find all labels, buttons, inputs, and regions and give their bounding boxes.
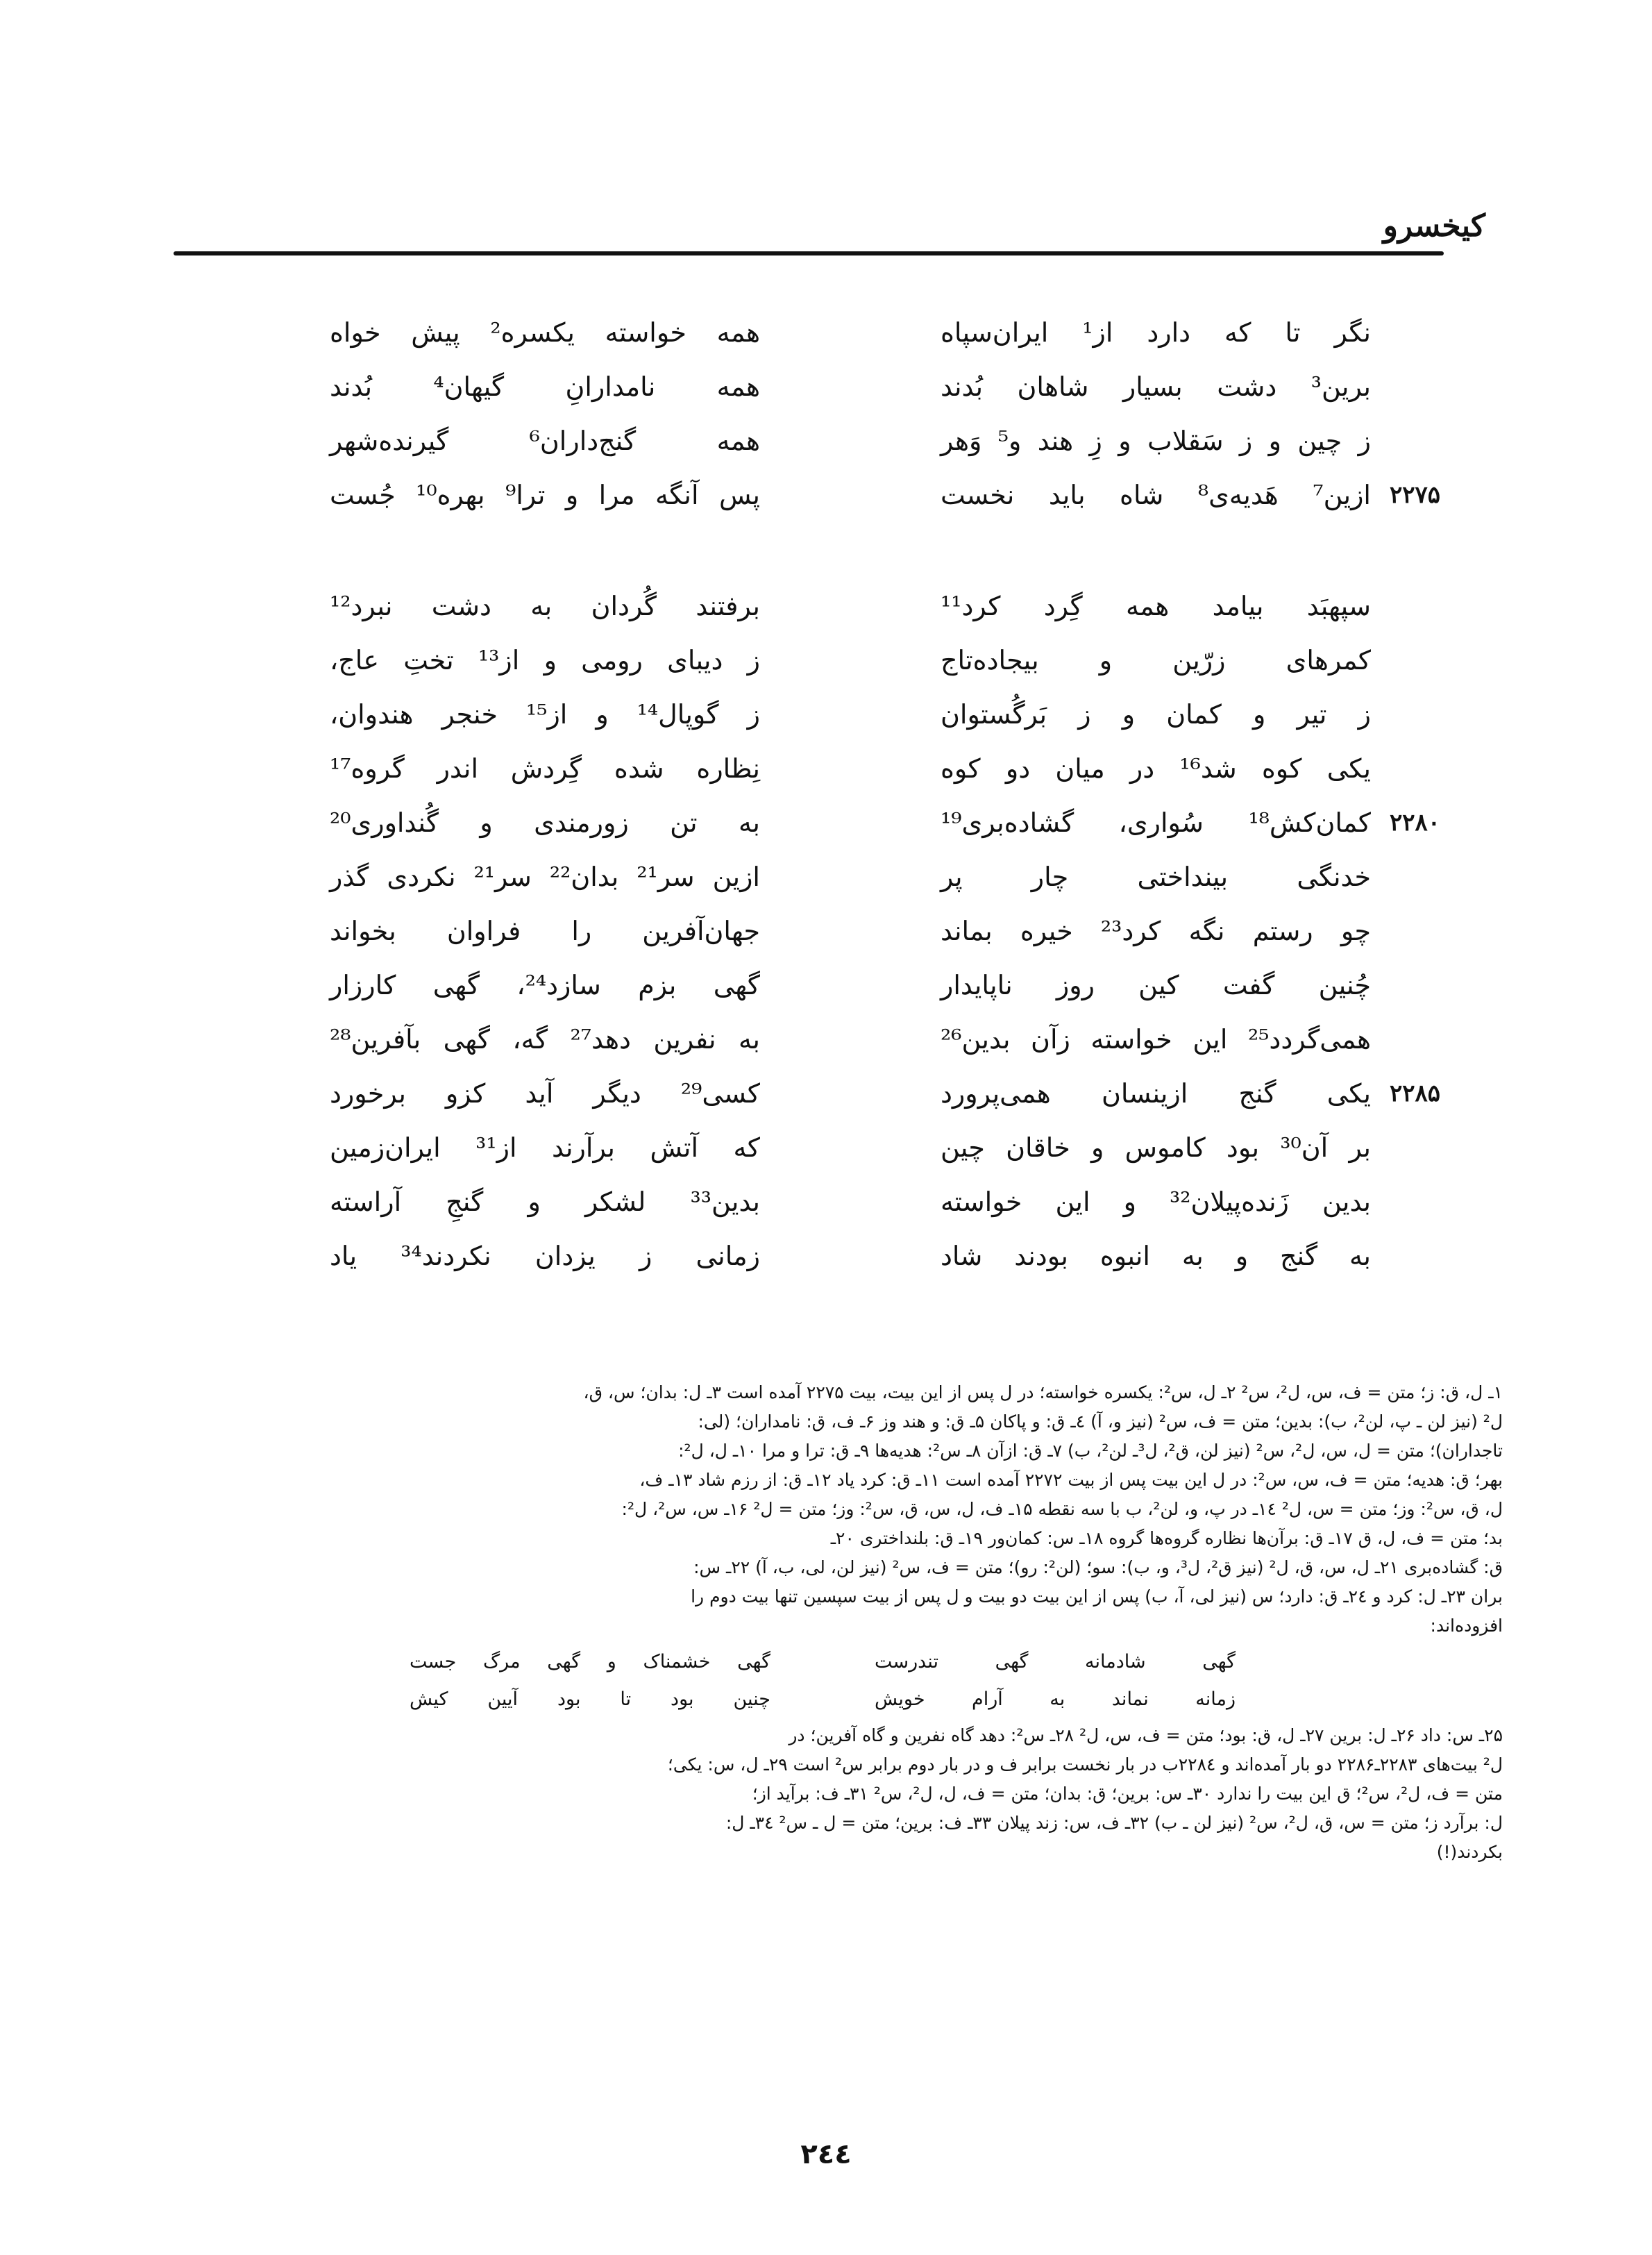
hemistich-first: چُنین گفت کین روز ناپایدار: [941, 970, 1371, 1000]
hemistich-first: کمان‌کش¹⁸ سُواری، گشاده‌بری¹⁹: [941, 807, 1371, 838]
verse-number: ۲۲۸۵: [1389, 1080, 1440, 1107]
verse-group-2: [0, 579, 1652, 1283]
hemistich-first: خدنگی بینداختی چار پر: [941, 862, 1371, 892]
hemistich-first: همی‌گردد²⁵ این خواسته زآن بدین²⁶: [941, 1024, 1371, 1055]
running-title: کیخسرو: [1383, 208, 1485, 244]
hemistich-second: همه گنج‌داران⁶ گیرنده‌شهر: [330, 426, 760, 456]
footnote-line: بهر؛ ق: هدیه؛ متن = ف، س، س²: در ل این بیت پس از بیت ۲۲۷۲ آمده است ۱۱ـ ق: کرد یاد ۱۲ـ ق: از رزم شاد ۱۳ـ ف،: [639, 1470, 1503, 1490]
footnote-line: بکردند(!): [1436, 1842, 1503, 1862]
hemistich-first: ز تیر و کمان و ز بَرگُستوان: [941, 699, 1371, 730]
hemistich-second: که آتش برآرند از³¹ ایران‌زمین: [330, 1132, 760, 1163]
hemistich-second: ز دیبای رومی و از¹³ تختِ عاج،: [330, 645, 760, 676]
footnotes: [142, 1378, 1503, 1867]
hemistich-first: برین³ دشت بسیار شاهان بُدند: [941, 371, 1371, 402]
page-number: ۲٤٤: [800, 2138, 852, 2170]
hemistich-second: برفتند گُردان به دشت نبرد¹²: [330, 591, 760, 621]
hemistich-second: به نفرین دهد²⁷ گه، گهی بآفرین²⁸: [330, 1024, 760, 1055]
added-hemistich-first: زمانه نماند به آرام خویش: [875, 1688, 1236, 1710]
footnote-line: ل، ق، س²: وز؛ متن = س، ل² ۱٤ـ در پ، و، لن²، ب با سه نقطه ۱۵ـ ف، ل، س، ق، س²: وز؛ متن = ل² ۱۶ـ س، س²، ل²:: [621, 1499, 1503, 1519]
added-verse: [142, 1646, 1503, 1678]
hemistich-first: نگر تا که دارد از¹ ایران‌سپاه: [941, 317, 1372, 348]
hemistich-second: پس آنگه مرا و ترا⁹ بهره¹⁰ جُست: [330, 480, 760, 510]
footnote-line: ل² (نیز لن ـ پ، لن²، ب): بدین؛ متن = ف، س² (نیز و، آ) ٤ـ ق: و پاکان ۵ـ ق: و هند وز ۶ـ ف، ق: نامداران؛ (لی:: [698, 1411, 1503, 1432]
hemistich-first: بر آن³⁰ بود کاموس و خاقان چین: [941, 1132, 1371, 1163]
footnote-line: متن = ف، ل²، س²؛ ق این بیت را ندارد ۳۰ـ س: برین؛ ق: بدان؛ متن = ف، ل، ل²، س² ۳۱ـ ف: برآید از؛: [752, 1784, 1503, 1804]
verse-line: [0, 958, 1652, 1012]
added-verse: [142, 1684, 1503, 1716]
verse-line: [0, 1012, 1652, 1066]
added-hemistich-second: چنین بود تا بود آیین کیش: [410, 1688, 770, 1710]
verse-line: [0, 360, 1652, 414]
footnote-line: ل: برآرد ز؛ متن = س، ق، ل²، س² (نیز لن ـ ب) ۳۲ـ ف، س: زند پیلان ۳۳ـ ف: برین؛ متن = ل ـ س² ۳٤ـ ل:: [725, 1813, 1503, 1833]
poem-verses: [0, 305, 1652, 1283]
verse-line: [0, 741, 1652, 796]
footnote-line: تاجداران)؛ متن = ل، س، ل²، س² (نیز لن، ق²، ل³ـ لن²، ب) ۷ـ ق: ازآن ۸ـ س²: هدیه‌ها ۹ـ ق: ترا و مرا ۱۰ـ ل، ل²:: [678, 1441, 1503, 1461]
footnote-line: ۱ـ ل، ق: ز؛ متن = ف، س، ل²، س² ۲ـ ل، س²: یکسره خواسته؛ در ل پس از این بیت، بیت ۲۲۷۵ آمده است ۳ـ ل: بدان؛ س، ق،: [583, 1382, 1503, 1402]
footnotes-block-2: [142, 1721, 1503, 1867]
verse-line: [0, 1229, 1652, 1283]
hemistich-second: بدین³³ لشکر و گنجِ آراسته: [330, 1187, 760, 1217]
hemistich-first: ز چین و ز سَقلاب و زِ هند و⁵ وَهر: [941, 426, 1371, 456]
hemistich-first: یکی کوه شد¹⁶ در میان دو کوه: [941, 753, 1371, 784]
footnote-line: بد؛ متن = ف، ل، ق ۱۷ـ ق: برآن‌ها نظاره گروه‌ها گروه ۱۸ـ س: کمان‌ور ۱۹ـ ق: بلنداختری ۲۰ـ: [830, 1528, 1503, 1548]
verse-line: [0, 468, 1652, 522]
verse-line: [0, 1175, 1652, 1229]
footnote-line: ق: گشاده‌بری ۲۱ـ ل، س، ق، ل² (نیز ق²، ل³، و، ب): سو؛ (لن²: رو)؛ متن = ف، س² (نیز لن، لی، ب، آ) ۲۲ـ س:: [693, 1557, 1503, 1577]
hemistich-second: نِظاره شده گِردش اندر گروه¹⁷: [330, 753, 760, 784]
hemistich-second: ازین سر²¹ بدان²² سر²¹ نکردی گذر: [330, 862, 760, 892]
verse-line: [0, 687, 1652, 741]
hemistich-second: کسی²⁹ دیگر آید کزو برخورد: [330, 1078, 760, 1109]
verse-line: [0, 850, 1652, 904]
verse-number: ۲۲۸۰: [1389, 809, 1440, 837]
verse-line: [0, 633, 1652, 687]
hemistich-first: بدین زَنده‌پیلان³² و این خواسته: [941, 1187, 1371, 1217]
footnote-line: ۲۵ـ س: داد ۲۶ـ ل: برین ۲۷ـ ل، ق: بود؛ متن = ف، س، ل² ۲۸ـ س²: دهد گاه نفرین و گاه آفرین؛ در: [789, 1725, 1503, 1745]
hemistich-second: همه خواسته یکسره² پیش خواه: [330, 317, 760, 348]
hemistich-second: گهی بزم سازد²⁴، گهی کارزار: [330, 970, 760, 1000]
footnote-line: افزوده‌اند:: [1430, 1616, 1503, 1636]
hemistich-second: زمانی ز یزدان نکردند³⁴ یاد: [330, 1241, 760, 1271]
header-rule: [174, 251, 1444, 255]
hemistich-second: به تن زورمندی و گُنداوری²⁰: [330, 807, 760, 838]
added-hemistich-second: گهی خشمناک و گهی مرگ جست: [410, 1651, 770, 1673]
hemistich-first: کمرهای زرّین و بیجاده‌تاج: [941, 645, 1371, 676]
verse-line: [0, 1066, 1652, 1121]
verse-number: ۲۲۷۵: [1389, 481, 1440, 509]
footnote-line: بران ۲۳ـ ل: کرد و ۲٤ـ ق: دارد؛ س (نیز لی، آ، ب) پس از این بیت دو بیت و ل پس از بیت سپسین تنها بیت دوم را: [691, 1586, 1503, 1607]
hemistich-first: یکی گنج ازینسان همی‌پرورد: [941, 1078, 1371, 1109]
hemistich-first: ازین⁷ هَدیه‌ی⁸ شاه باید نخست: [941, 480, 1371, 510]
hemistich-second: ز گوپال¹⁴ و از¹⁵ خنجر هندوان،: [330, 699, 760, 730]
verse-line: [0, 1121, 1652, 1175]
verse-line: [0, 579, 1652, 633]
verse-line: [0, 305, 1652, 360]
added-hemistich-first: گهی شادمانه گهی تندرست: [875, 1651, 1236, 1673]
hemistich-second: جهان‌آفرین را فراوان بخواند: [330, 916, 760, 946]
verse-line: [0, 796, 1652, 850]
hemistich-first: به گنج و به انبوه بودند شاد: [941, 1241, 1371, 1271]
hemistich-first: سپهبَد بیامد همه گِرد کرد¹¹: [941, 591, 1371, 621]
hemistich-first: چو رستم نگه کرد²³ خیره بماند: [941, 916, 1371, 946]
footnote-line: ل² بیت‌های ۲۲۸۳ـ۲۲۸۶ دو بار آمده‌اند و ۲۲۸٤ب در بار نخست برابر ف و در بار دوم برابر س² است ۲۹ـ ل، س: یکی؛: [667, 1754, 1503, 1775]
verse-group-1: [0, 305, 1652, 522]
verse-line: [0, 904, 1652, 958]
hemistich-second: همه نامدارانِ گیهان⁴ بُدند: [330, 371, 760, 402]
footnotes-block-1: [142, 1378, 1503, 1641]
verse-line: [0, 414, 1652, 468]
